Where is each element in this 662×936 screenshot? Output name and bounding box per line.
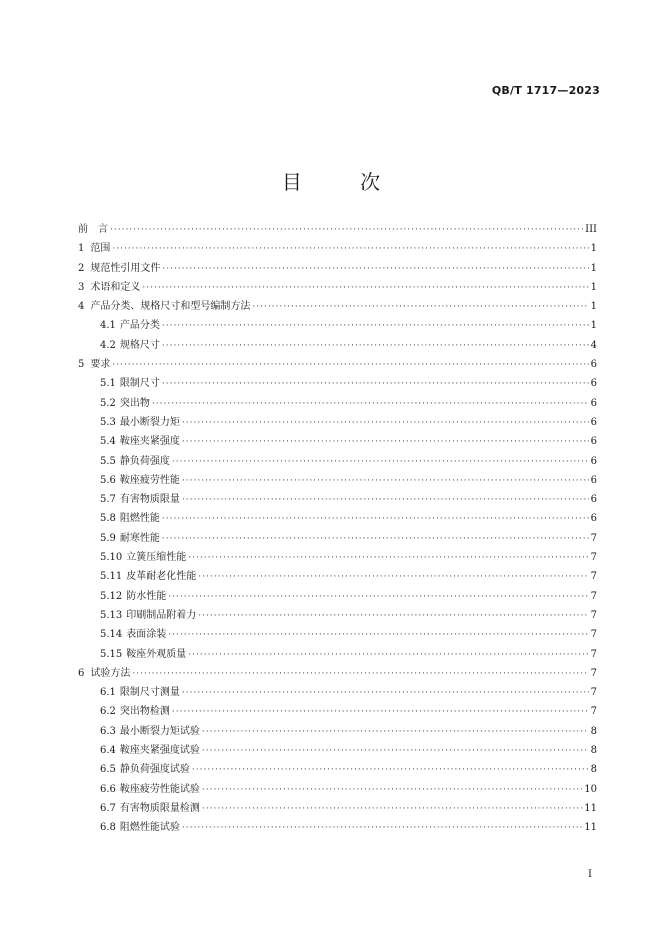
toc-leader-dots [192,761,589,780]
toc-entry-number: 4 [78,301,85,313]
toc-entry-number: 5.8 [100,513,116,525]
toc-entry-number: 5 [78,359,85,371]
toc-entry-label: 前 言 [78,224,108,235]
toc-entry-page: 6 [590,378,597,390]
toc-entry-number: 6.2 [100,706,116,718]
toc-entry-page: 7 [590,552,597,564]
toc-entry[interactable] [78,683,597,702]
toc-entry-label: 鞍座夹紧强度 [119,436,180,448]
toc-entry[interactable] [78,645,597,664]
toc-entry[interactable] [78,722,597,741]
toc-entry-number: 6 [78,667,85,679]
toc-entry-number: 5.9 [100,532,116,544]
toc-entry-label: 鞍座夹紧强度试验 [119,745,200,757]
toc-entry-number: 6.1 [100,687,116,699]
toc-entry[interactable] [78,509,597,528]
toc-entry-label: 试验方法 [90,667,131,679]
toc-entry-page: 1 [590,281,597,293]
toc-entry-number: 5.6 [100,474,116,486]
toc-leader-dots [182,472,589,491]
toc-entry-label: 耐寒性能 [119,532,160,544]
toc-entry[interactable] [78,587,597,606]
toc-entry-page: 6 [590,359,597,371]
toc-entry[interactable] [78,452,597,471]
toc-entry-label: 静负荷强度 [119,455,170,467]
toc-entry-label: 有害物质限量 [119,494,180,506]
toc-leader-dots [202,723,589,742]
page-title: 目 次 [281,170,407,194]
toc-entry-label: 产品分类 [119,320,160,332]
toc-entry-number: 5.13 [100,609,123,621]
toc-entry-number: 5.10 [100,552,123,564]
toc-entry-number: 5.11 [100,571,123,583]
toc-entry[interactable] [78,818,597,837]
toc-entry-label: 最小断裂力矩试验 [119,725,200,737]
toc-leader-dots [202,742,589,761]
toc-leader-dots [202,781,582,800]
toc-entry-number: 5.5 [100,455,116,467]
toc-entry-page: 11 [584,822,597,834]
toc-entry-label: 规格尺寸 [119,339,160,351]
toc-leader-dots [182,433,589,452]
toc-entry-page: 6 [590,513,597,525]
toc-entry[interactable] [78,432,597,451]
toc-entry-number: 4.2 [100,339,116,351]
toc-entry[interactable] [78,548,597,567]
toc-entry[interactable] [78,529,597,548]
toc-entry-label: 静负荷强度试验 [119,764,190,776]
toc-entry-number: 5.14 [100,629,123,641]
toc-entry-page: 4 [590,339,597,351]
toc-entry-page: 11 [584,802,597,814]
toc-entry-number: 5.7 [100,494,116,506]
toc-entry-page: 6 [590,474,597,486]
toc-entry-label: 突出物 [119,397,150,409]
toc-leader-dots [202,800,582,819]
toc-entry-label: 突出物检测 [119,706,170,718]
toc-entry-label: 鞍座外观质量 [126,648,187,660]
toc-entry-label: 立簧压缩性能 [126,552,187,564]
toc-entry[interactable] [78,394,597,413]
toc-leader-dots [182,491,589,510]
toc-leader-dots [162,530,589,549]
toc-leader-dots [162,510,589,529]
toc-entry-page: 8 [590,745,597,757]
toc-entry-number: 6.8 [100,822,116,834]
toc-entry-number: 3 [78,281,85,293]
toc-entry[interactable] [78,336,597,355]
toc-leader-dots [172,703,589,722]
toc-entry-page: 7 [590,648,597,660]
toc-entry-label: 皮革耐老化性能 [126,571,197,583]
toc-entry-number: 2 [78,262,85,274]
toc-leader-dots [152,395,589,414]
toc-entry-page: 1 [590,243,597,255]
toc-entry-label: 有害物质限量检测 [119,802,200,814]
toc-entry[interactable] [78,664,597,683]
toc-leader-dots [182,819,582,838]
toc-entry-page: 1 [590,320,597,332]
toc-entry-page: 6 [590,436,597,448]
toc-leader-dots [172,453,589,472]
toc-entry-number: 5.2 [100,397,116,409]
toc-entry-page: 7 [590,629,597,641]
toc-entry-page: 6 [590,397,597,409]
toc-entry-page: 7 [590,571,597,583]
toc-entry-number: 6.6 [100,783,116,795]
toc-leader-dots [162,260,588,279]
toc-entry-page: 7 [590,687,597,699]
toc-entry-page: 6 [590,494,597,506]
toc-entry-number: 5.15 [100,648,123,660]
page-number: I [588,869,592,880]
toc-entry-label: 最小断裂力矩 [119,416,180,428]
toc-entry-label: 限制尺寸 [119,378,160,390]
toc-entry-page: III [585,224,597,235]
toc-entry-number: 4.1 [100,320,116,332]
toc-entry-label: 表面涂装 [126,629,167,641]
toc-entry-label: 鞍座疲劳性能 [119,474,180,486]
toc-entry-page: 7 [590,667,597,679]
toc-entry-number: 5.1 [100,378,116,390]
toc-entry[interactable] [78,490,597,509]
toc-entry-label: 鞍座疲劳性能试验 [119,783,200,795]
toc-entry[interactable] [78,799,597,818]
toc-leader-dots [252,298,588,317]
toc-entry[interactable] [78,316,597,335]
toc-entry[interactable] [78,606,597,625]
toc-entry-number: 6.5 [100,764,116,776]
toc-entry-number: 1 [78,243,85,255]
toc-entry[interactable] [78,702,597,721]
toc-entry-label: 产品分类、规格尺寸和型号编制方法 [90,301,251,313]
toc-entry[interactable] [78,355,597,374]
toc-entry-label: 规范性引用文件 [90,262,161,274]
toc-entry-label: 阻燃性能试验 [119,822,180,834]
toc-entry[interactable] [78,297,597,316]
toc-entry[interactable] [78,374,597,393]
standard-code: QB/T 1717—2023 [491,84,600,97]
toc-entry[interactable] [78,278,597,297]
toc-leader-dots [198,568,588,587]
toc-entry-page: 1 [590,262,597,274]
toc-leader-dots [182,414,589,433]
toc-leader-dots [162,317,589,336]
toc-entry-page: 7 [590,609,597,621]
toc-leader-dots [112,356,588,375]
toc-entry-label: 限制尺寸测量 [119,687,180,699]
toc-entry-number: 6.7 [100,802,116,814]
toc-entry-page: 6 [590,455,597,467]
toc-leader-dots [132,665,588,684]
toc-entry[interactable] [78,567,597,586]
toc-leader-dots [112,240,588,259]
toc-entry-label: 印刷制品附着力 [126,609,197,621]
toc-entry[interactable] [78,741,597,760]
toc-entry[interactable] [78,239,597,258]
toc-leader-dots [168,626,588,645]
toc-entry-page: 6 [590,416,597,428]
toc-entry[interactable] [78,760,597,779]
toc-leader-dots [188,549,588,568]
toc-entry-label: 要求 [90,359,111,371]
toc-leader-dots [182,684,589,703]
toc-entry-number: 5.4 [100,436,116,448]
toc-entry-label: 防水性能 [126,590,167,602]
table-of-contents [78,220,597,838]
toc-entry-number: 6.3 [100,725,116,737]
toc-leader-dots [162,337,589,356]
toc-entry[interactable] [78,259,597,278]
toc-entry-page: 10 [584,783,597,795]
toc-entry-page: 1 [590,301,597,313]
toc-entry-label: 范围 [90,243,111,255]
toc-leader-dots [142,279,588,298]
toc-entry-number: 5.12 [100,590,123,602]
toc-entry-label: 阻燃性能 [119,513,160,525]
toc-entry-label: 术语和定义 [90,281,141,293]
toc-entry-page: 7 [590,590,597,602]
toc-entry-page: 7 [590,532,597,544]
toc-entry-page: 7 [590,706,597,718]
toc-leader-dots [168,588,588,607]
toc-leader-dots [188,646,588,665]
toc-leader-dots [110,221,583,240]
toc-entry[interactable] [78,780,597,799]
toc-leader-dots [198,607,588,626]
toc-entry[interactable] [78,625,597,644]
toc-entry-page: 8 [590,764,597,776]
toc-entry-number: 5.3 [100,416,116,428]
toc-entry[interactable] [78,413,597,432]
toc-entry-page: 8 [590,725,597,737]
toc-leader-dots [162,375,589,394]
toc-entry[interactable] [78,471,597,490]
toc-entry-number: 6.4 [100,745,116,757]
toc-entry[interactable] [78,220,597,239]
